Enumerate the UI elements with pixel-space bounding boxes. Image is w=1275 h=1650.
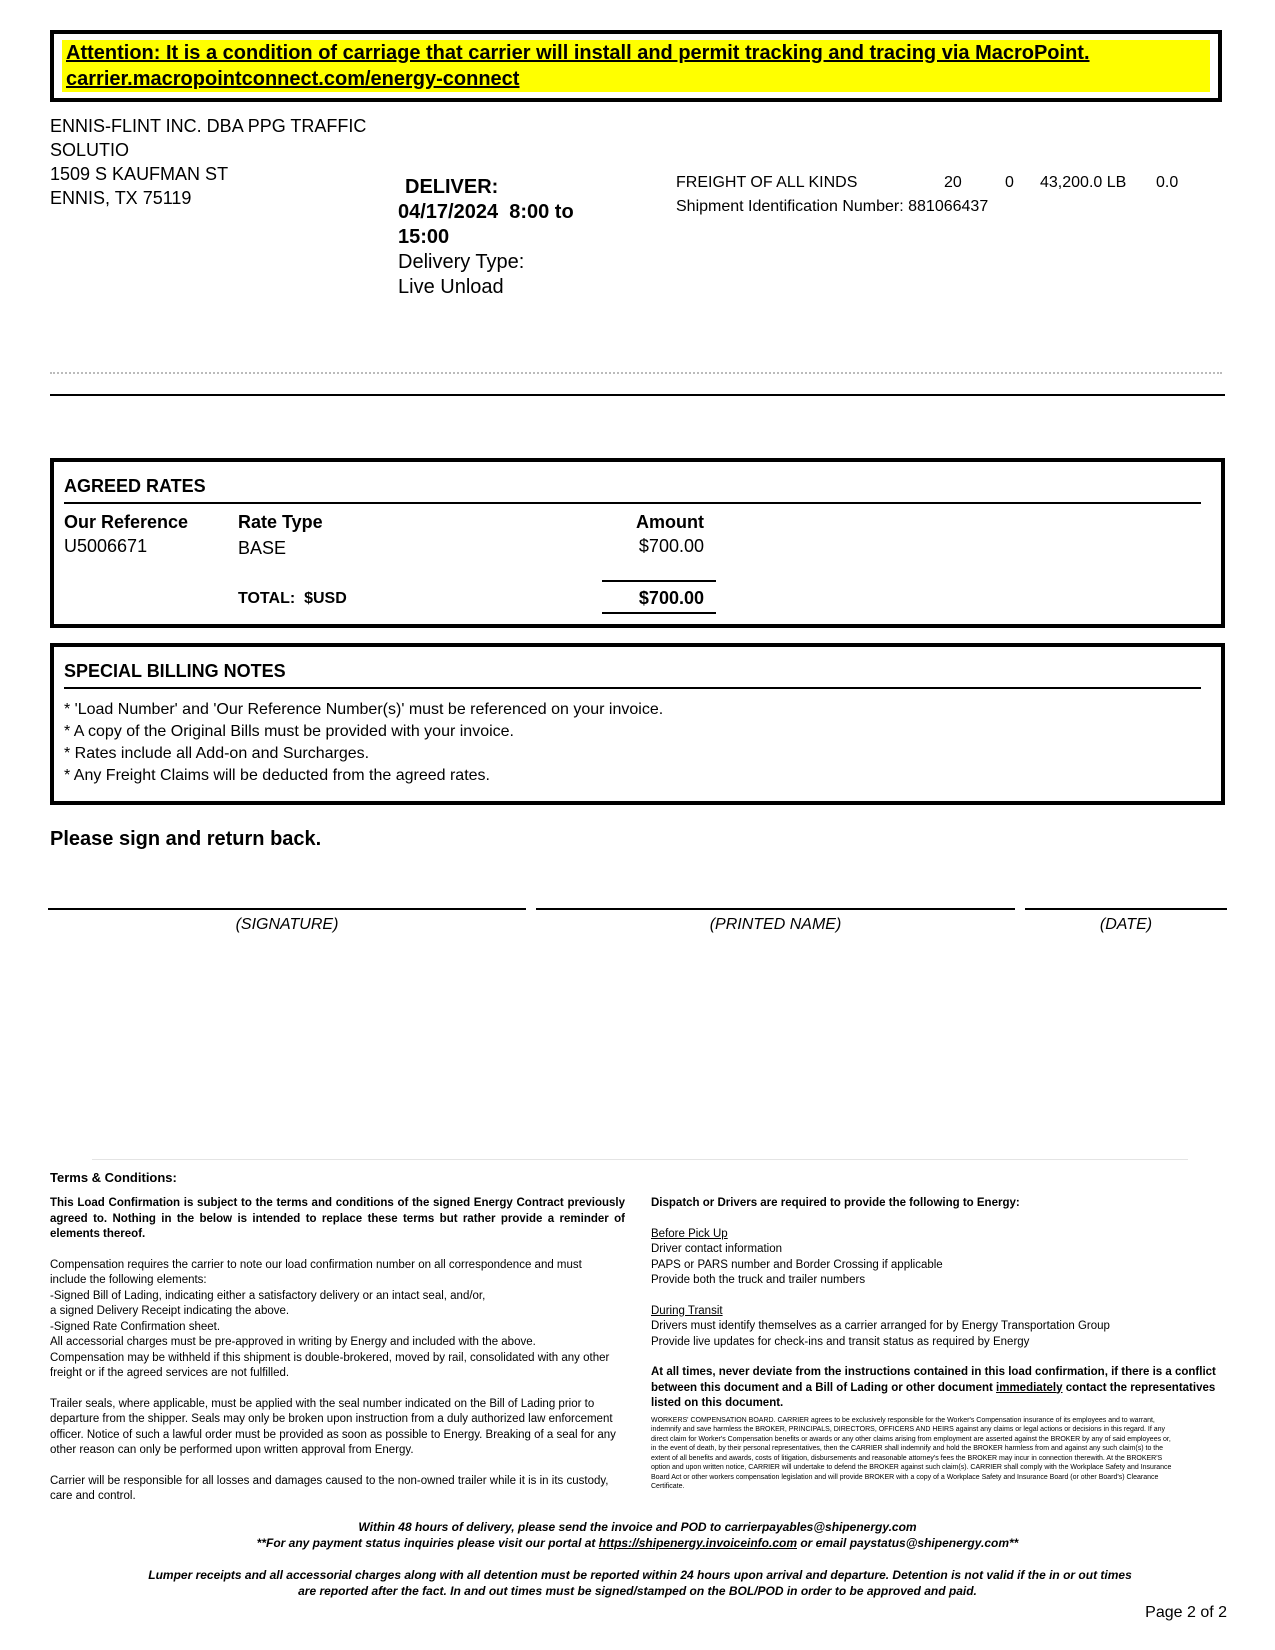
before-pickup-item: PAPS or PARS number and Border Crossing if applicable	[651, 1258, 943, 1271]
freight-weight: 43,200.0 LB	[1040, 174, 1127, 191]
printed-name-label: (PRINTED NAME)	[709, 916, 842, 933]
col-rate-type: Rate Type	[238, 512, 323, 532]
deviation-warning: At all times, never deviate from the instructions contained in this load confirmation, if there is a conflict between this document and a Bill of Lading or other document immediately contact the representatives listed on this document.	[651, 1366, 1216, 1409]
deliver-datetime-end: 15:00	[398, 226, 450, 248]
terms-divider	[92, 1159, 1188, 1160]
billing-notes-list	[64, 699, 663, 787]
address-line-3: 1509 S KAUFMAN ST	[50, 164, 229, 184]
row-amount: $700.00	[638, 536, 704, 556]
terms-title: Terms & Conditions:	[50, 1170, 177, 1185]
terms-carrier-liability: Carrier will be responsible for all losses and damages caused to the non-owned trailer while it is in its custody, care and control.	[50, 1474, 609, 1502]
printed-name-line[interactable]	[536, 908, 1015, 910]
terms-compensation-2: include the following elements:	[50, 1274, 207, 1286]
total-amount: $700.00	[638, 588, 704, 608]
terms-intro: This Load Confirmation is subject to the terms and conditions of the signed Energy Contract previously agreed to. Nothing in the below is intended to replace these terms but rather provide a reminder of elements thereof.	[50, 1197, 625, 1240]
billing-note: * Rates include all Add-on and Surcharges.	[64, 745, 370, 762]
terms-compensation-4: a signed Delivery Receipt indicating the above.	[50, 1305, 290, 1317]
billing-note: * A copy of the Original Bills must be provided with your invoice.	[64, 723, 514, 740]
col-amount: Amount	[636, 512, 704, 532]
sign-prompt: Please sign and return back.	[50, 828, 322, 850]
deliver-block	[398, 175, 574, 300]
attention-banner	[50, 30, 1222, 102]
freight-volume: 0.0	[1156, 174, 1179, 191]
during-transit-title: During Transit	[651, 1304, 723, 1317]
row-rate-type: BASE	[238, 538, 287, 558]
signature-line[interactable]	[48, 908, 526, 910]
billing-note: * 'Load Number' and 'Our Reference Number(s)' must be referenced on your invoice.	[64, 701, 664, 718]
billing-notes-box	[50, 643, 1225, 805]
footer-lumper-note: Lumper receipts and all accessorial charges along with all detention must be reported within 24 hours upon arrival and departure. Detention is not valid if the in or out times	[148, 1568, 1132, 1582]
page-number: Page 2 of 2	[1145, 1604, 1227, 1621]
delivery-type-label: Delivery Type:	[398, 251, 525, 273]
shipment-id	[676, 198, 988, 216]
total-label: TOTAL: $USD	[238, 590, 347, 607]
terms-trailer-seals: Trailer seals, where applicable, must be applied with the seal number indicated on the Bill of Lading prior to departure from the shipper. Seals may only be broken upon instruction from a duly authorized law enforcement officer. Notice of such a lawful order must be provided as soon as possible to Energy. Breaking of a seal for any other reason can only be performed upon written approval from Energy.	[50, 1397, 616, 1456]
footer-portal-note: **For any payment status inquiries please visit our portal at https://shipenergy.invoiceinfo.com or email paystatus@shipenergy.com**	[256, 1536, 1019, 1550]
delivery-type-value: Live Unload	[398, 276, 504, 298]
agreed-rates-title: AGREED RATES	[64, 476, 206, 496]
attention-link[interactable]: carrier.macropointconnect.com/energy-connect	[66, 68, 520, 90]
footer-inout-note: are reported after the fact. In and out times must be signed/stamped on the BOL/POD in order to be approved and paid.	[298, 1584, 977, 1598]
total-bottom-rule	[602, 612, 716, 614]
shipment-id-label: Shipment Identification Number:	[676, 198, 904, 215]
address-line-1: ENNIS-FLINT INC. DBA PPG TRAFFIC	[50, 116, 367, 136]
portal-link[interactable]: https://shipenergy.invoiceinfo.com	[598, 1536, 797, 1550]
section-divider	[50, 394, 1225, 396]
during-transit-item: Drivers must identify themselves as a carrier arranged for by Energy Transportation Group	[651, 1320, 1110, 1332]
terms-compensation-7: Compensation may be withheld if this shipment is double-brokered, moved by rail, consolidated with any other freight or if the agreed services are not fulfilled.	[50, 1351, 610, 1379]
signature-label: (SIGNATURE)	[235, 916, 339, 933]
terms-compensation-5: -Signed Rate Confirmation sheet.	[50, 1320, 221, 1333]
terms-left-column	[50, 1196, 625, 1505]
address-line-4: ENNIS, TX 75119	[50, 188, 192, 208]
consignee-address	[50, 114, 375, 210]
footer-invoice-note: Within 48 hours of delivery, please send the invoice and POD to carrierpayables@shipenergy.com	[358, 1520, 917, 1534]
date-label: (DATE)	[1099, 916, 1153, 933]
billing-notes-rule	[64, 687, 1201, 689]
agreed-rates-box	[50, 458, 1225, 628]
address-line-2: SOLUTIO	[50, 140, 130, 160]
terms-compensation-6: All accessorial charges must be pre-approved in writing by Energy and included with the above.	[50, 1336, 536, 1348]
freight-description: FREIGHT OF ALL KINDS	[676, 174, 858, 191]
freight-pallets: 0	[1005, 174, 1014, 191]
row-reference: U5006671	[64, 536, 148, 556]
workers-comp-clause: WORKERS' COMPENSATION BOARD. CARRIER agrees to be exclusively responsible for the Worker's Compensation insurance of its employees and to warrant, indemnify and save harmless the BROKER, PRINCIPALS, DIRECTORS, OFFICERS AND HEIRS against any claims or legal actions or decisions in this regard. If any direct claim for Worker's Compensation benefits or awards or any other claims arising from employment are asserted against the BROKER by any of said employees or, in the event of death, by their personal representatives, then the CARRIER shall indemnify and hold the BROKER harmless from and against any such claim(s) to the extent of all benefits and awards, costs of litigation, disbursements and reasonable attorney's fees the BROKER may incur in connection therewith. At the BROKER'S option and upon written notice, CARRIER will undertake to defend the BROKER against such claim(s). CARRIER shall comply with the Workplace Safety and Insurance Board Act or other workers compensation legislation and will provide BROKER with a copy of a Workplace Safety and Insurance Board (or other Board's) Clearance Certificate.	[651, 1416, 1172, 1490]
date-line[interactable]	[1025, 908, 1227, 910]
total-top-rule	[602, 580, 716, 582]
terms-compensation-3: -Signed Bill of Lading, indicating either a satisfactory delivery or an intact seal, and/or,	[50, 1289, 486, 1302]
during-transit-item: Provide live updates for check-ins and transit status as required by Energy	[651, 1335, 1030, 1348]
col-our-reference: Our Reference	[64, 512, 189, 532]
before-pickup-title: Before Pick Up	[651, 1227, 728, 1240]
before-pickup-item: Driver contact information	[651, 1243, 783, 1255]
shipment-id-number: 881066437	[908, 198, 989, 215]
deliver-datetime: 04/17/2024 8:00 to	[398, 201, 574, 223]
billing-note: * Any Freight Claims will be deducted from the agreed rates.	[64, 767, 490, 784]
agreed-rates-rule	[64, 502, 1201, 504]
billing-notes-title: SPECIAL BILLING NOTES	[64, 661, 286, 681]
before-pickup-item: Provide both the truck and trailer numbers	[651, 1274, 866, 1286]
attention-line-1: Attention: It is a condition of carriage that carrier will install and permit tracking and tracing via MacroPoint.	[66, 42, 1090, 64]
terms-right-column	[651, 1196, 1223, 1492]
dispatch-heading: Dispatch or Drivers are required to provide the following to Energy:	[651, 1197, 1020, 1209]
freight-pieces: 20	[944, 174, 962, 191]
terms-compensation-1: Compensation requires the carrier to note our load confirmation number on all correspondence and must	[50, 1258, 582, 1271]
attention-highlight	[62, 40, 1210, 92]
deliver-label: DELIVER:	[405, 176, 499, 198]
dotted-divider	[50, 372, 1222, 374]
